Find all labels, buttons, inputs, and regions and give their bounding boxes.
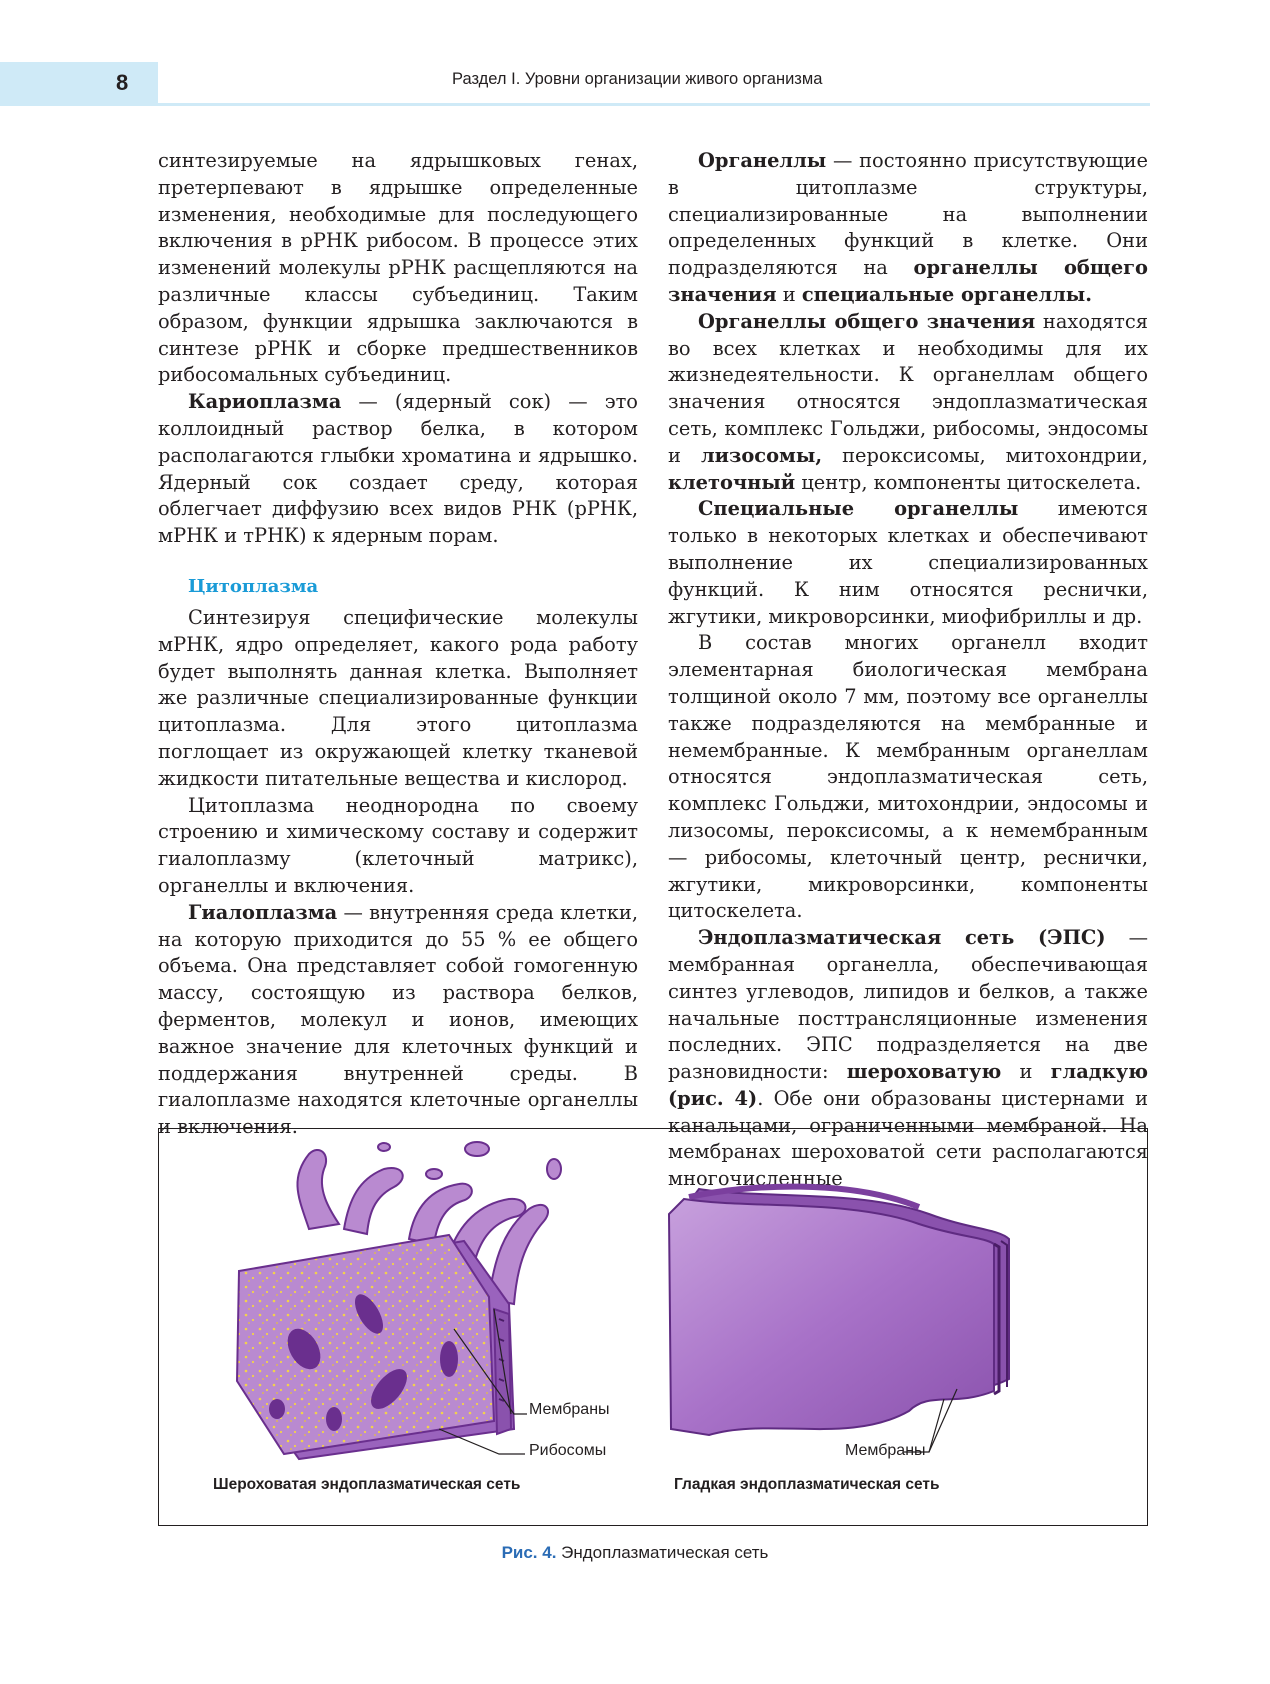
paragraph-general-organelles xyxy=(668,309,1148,497)
paragraph-text: пероксисомы, митохондрии, xyxy=(822,443,1148,467)
label-membranes-smooth: Мембраны xyxy=(845,1442,926,1459)
subtitle-smooth-er: Гладкая эндоплазматическая сеть xyxy=(674,1476,940,1493)
term-special-organelles: Специальные органеллы xyxy=(698,497,1019,521)
paragraph-text: — мембранная органелла, обеспечивающая синтез углеводов, липидов и белков, а также начальные посттрансляционные изменения последних. ЭПС подразделяется на две разновидности: xyxy=(668,926,1148,1084)
bold-term: лизосомы, xyxy=(700,443,823,467)
paragraph-text: . Обе они образованы цистернами и канальцами, ограниченными мембраной. На мембранах шероховатой сети располагаются многочисленные xyxy=(668,1086,1148,1191)
paragraph: Синтезируя специфические молекулы мРНК, ядро определяет, какого рода работу будет выполнять данная клетка. Выполняет же различные специализированные функции цитоплазма. Для этого цитоплазма поглощает из окружающей клетку тканевой жидкости питательные вещества и кислород. xyxy=(158,605,638,790)
bold-term: органеллы общего значения xyxy=(668,256,1148,306)
section-title-cytoplasm: Цитоплазма xyxy=(188,575,319,597)
term-karyoplasm: Кариоплазма xyxy=(188,390,342,414)
paragraph: В состав многих органелл входит элементарная биологическая мембрана толщиной около 7 мм, поэтому все органеллы также подразделяются на мембранные и немембранные. К мембранным органеллам относятся эндоплазматическая сеть, комплекс Гольджи, митохондрии, эндосомы и лизосомы, пероксисомы, а к немембранным — рибосомы, клеточный центр, реснички, жгутики, микроворсинки, компоненты цитоскелета. xyxy=(668,631,1148,923)
subtitle-rough-er: Шероховатая эндоплазматическая сеть xyxy=(213,1476,521,1493)
left-column xyxy=(158,148,638,1141)
term-er: Эндоплазматическая сеть (ЭПС) xyxy=(698,926,1106,950)
paragraph-special-organelles xyxy=(668,496,1148,630)
bold-term: специальные органеллы. xyxy=(801,282,1092,306)
paragraph-karyoplasm xyxy=(158,389,638,550)
label-membranes-rough: Мембраны xyxy=(529,1401,610,1418)
page-number: 8 xyxy=(116,70,129,95)
term-organelles: Органеллы xyxy=(698,149,827,172)
paragraph-organelles xyxy=(668,148,1148,309)
figure-caption xyxy=(0,1543,1270,1563)
paragraph-text: и xyxy=(776,282,802,306)
figure-frame xyxy=(158,1128,1148,1526)
page-number-tab xyxy=(0,62,158,106)
bold-term: шероховатую xyxy=(846,1060,1002,1084)
paragraph-text: находятся во всех клетках и необходимы для их жизнедеятельности. К органеллам общего значения относятся эндоплазматическая сеть, комплекс Гольджи, рибосомы, эндосомы и xyxy=(668,309,1148,467)
term-general-organelles: Органеллы общего значения xyxy=(698,309,1036,333)
rough-er-sheets xyxy=(237,1235,514,1459)
paragraph-text: и xyxy=(1001,1060,1051,1084)
right-column xyxy=(668,148,1148,1193)
paragraph: синтезируемые на ядрышковых генах, претерпевают в ядрышке определенные изменения, необходимые для последующего включения в рРНК рибосом. В процессе этих изменений молекулы рРНК расщепляются на различные классы субъединиц. Таким образом, функции ядрышка заключаются в синтезе рРНК и сборке предшественников рибосомальных субъединиц. xyxy=(158,149,638,387)
running-title: Раздел I. Уровни организации живого организма xyxy=(452,70,823,88)
paragraph-text: — постоянно присутствующие в цитоплазме структуры, специализированные на выполнении определенных функций в клетке. Они подразделяются на xyxy=(668,149,1148,280)
smooth-er xyxy=(669,1187,1009,1435)
er-illustration xyxy=(159,1129,1147,1525)
paragraph-hyaloplasm xyxy=(158,900,638,1141)
term-hyaloplasm: Гиалоплазма xyxy=(188,900,338,924)
paragraph-text: — внутренняя среда клетки, на которую приходится до 55 % ее общего объема. Она представляет собой гомогенную массу, состоящую из раствора белков, ферментов, молекул и ионов, имеющих важное значение для клеточных функций и поддержания внутренней среды. В гиалоплазме находятся клеточные органеллы и включения. xyxy=(158,900,638,1139)
caption-number: Рис. 4. xyxy=(501,1543,557,1562)
paragraph-text: имеются только в некоторых клетках и обеспечивают выполнение их специализированных функций. К ним относятся реснички, жгутики, микроворсинки, миофибриллы и др. xyxy=(668,497,1148,628)
paragraph-text: центр, компоненты цитоскелета. xyxy=(795,470,1142,494)
header-rule xyxy=(158,103,1150,106)
paragraph-text: — (ядерный сок) — это коллоидный раствор белка, в котором располагаются глыбки хроматина и ядрышко. Ядерный сок создает среду, которая облегчает диффузию всех видов РНК (рРНК, мРНК и тРНК) к ядерным порам. xyxy=(158,390,638,548)
bold-term: клеточный xyxy=(668,470,796,494)
paragraph: Цитоплазма неоднородна по своему строению и химическому составу и содержит гиалоплазму (клеточный матрикс), органеллы и включения. xyxy=(158,793,638,897)
bold-term: гладкую (рис. 4) xyxy=(668,1060,1148,1110)
label-ribosomes: Рибосомы xyxy=(529,1442,607,1459)
caption-text: Эндоплазматическая сеть xyxy=(556,1543,769,1562)
